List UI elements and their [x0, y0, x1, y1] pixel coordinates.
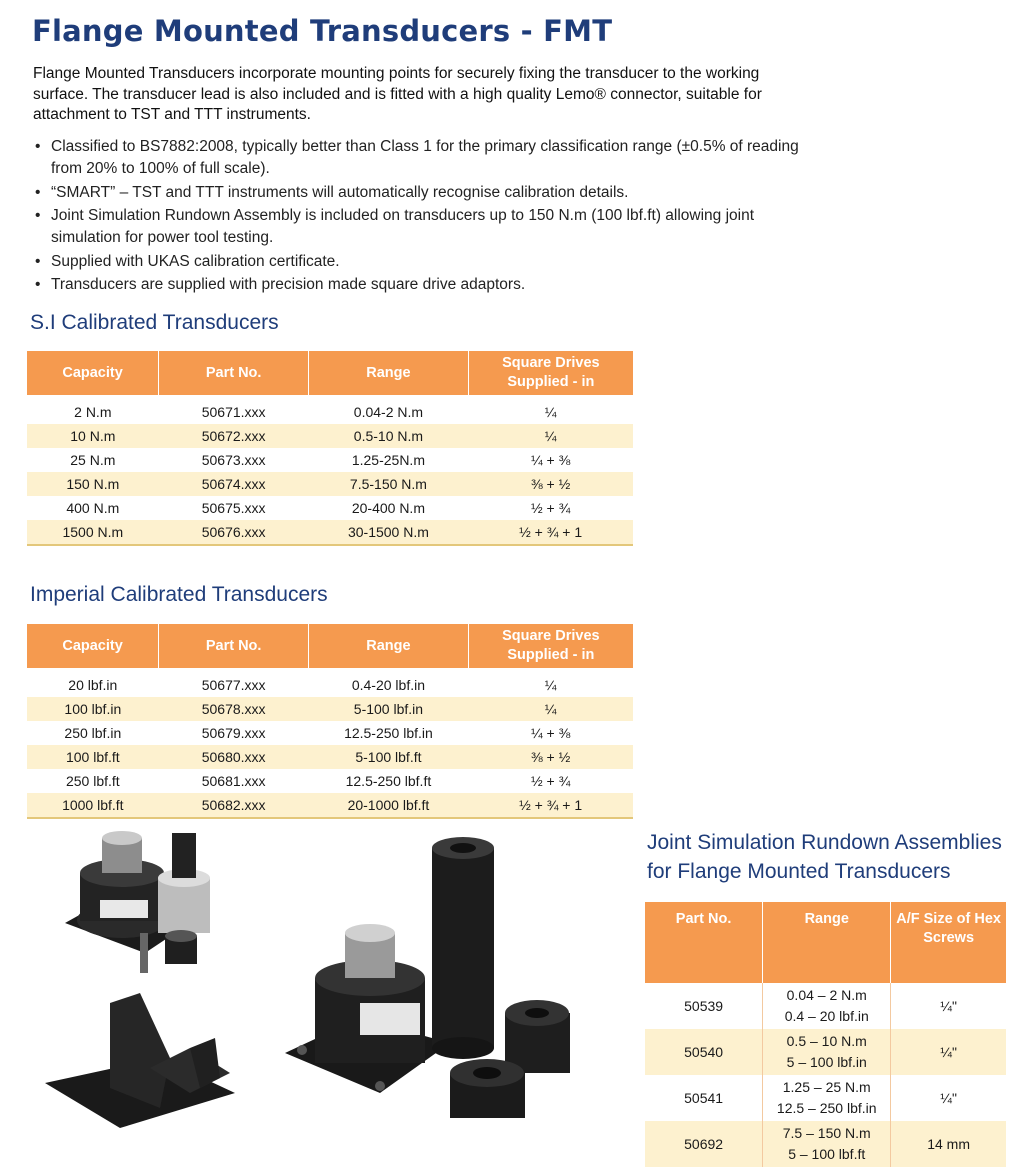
part-number-cell: 50673.xxx: [201, 452, 266, 468]
part-number-cell: 50692: [645, 1121, 763, 1167]
column-header: Part No.: [645, 902, 763, 983]
si-calibrated-table: [27, 351, 633, 546]
part-number-cell: 50677.xxx: [201, 677, 266, 693]
square-drive-cell: ¼ + ⅜: [530, 725, 571, 741]
range-cell: 5-100 lbf.in: [309, 697, 469, 721]
joint-simulation-heading: [647, 828, 1002, 886]
column-header: Square Drives Supplied - in: [468, 624, 633, 668]
joint-simulation-table: [645, 902, 1006, 1167]
large-transducer-image: [285, 924, 450, 1093]
capacity-cell: 250 lbf.ft: [65, 773, 120, 789]
imperial-table-heading: Imperial Calibrated Transducers: [30, 583, 328, 606]
table-row: [27, 472, 633, 496]
part-number-cell: 50675.xxx: [201, 500, 266, 516]
table-row: [27, 745, 633, 769]
part-number-cell: 50539: [645, 983, 763, 1029]
part-number-cell: 50540: [645, 1029, 763, 1075]
square-drive-cell: ½ + ¾: [530, 773, 571, 789]
hex-size-cell: ¼": [940, 1089, 957, 1106]
feature-item: • Classified to BS7882:2008, typically better than Class 1 for the primary classification range (±0.5% of reading from 20% to 100% of full scale).: [33, 136, 823, 180]
product-photos: [40, 828, 640, 1158]
column-header: Square Drives Supplied - in: [468, 351, 633, 395]
table-row: [27, 769, 633, 793]
range-metric: 0.04 – 2 N.m: [786, 987, 867, 1003]
square-drive-cell: ¼: [544, 677, 557, 693]
part-number-cell: 50676.xxx: [159, 520, 309, 545]
capacity-cell: 2 N.m: [74, 404, 112, 420]
capacity-cell: 1500 N.m: [27, 520, 159, 545]
square-drive-cell: ¼: [468, 697, 633, 721]
feature-item: • “SMART” – TST and TTT instruments will automatically recognise calibration details.: [33, 182, 823, 204]
page-title: Flange Mounted Transducers - FMT: [32, 14, 613, 48]
range-imperial: 12.5 – 250 lbf.in: [776, 1100, 877, 1116]
table-row: [27, 448, 633, 472]
column-header: Range: [309, 351, 469, 395]
range-cell: [763, 1029, 891, 1075]
range-cell: 1.25-25N.m: [351, 452, 425, 468]
table-row: [27, 520, 633, 545]
capacity-cell: 1000 lbf.ft: [27, 793, 159, 818]
column-header: Range: [763, 902, 891, 983]
si-table-body: [27, 395, 633, 545]
range-imperial: 5 – 100 lbf.ft: [788, 1146, 866, 1162]
capacity-cell: 20 lbf.in: [68, 677, 118, 693]
part-number-cell: 50678.xxx: [159, 697, 309, 721]
small-transducer-image: [65, 831, 210, 973]
table-row: [645, 1075, 1006, 1121]
part-number-cell: 50679.xxx: [201, 725, 266, 741]
range-cell: 0.5-10 N.m: [309, 424, 469, 448]
part-number-cell: 50681.xxx: [201, 773, 266, 789]
range-metric: 7.5 – 150 N.m: [782, 1125, 871, 1141]
table-row: [27, 721, 633, 745]
square-drive-cell: ⅜ + ½: [468, 472, 633, 496]
table-row: [27, 424, 633, 448]
column-header: Part No.: [159, 624, 309, 668]
square-drive-cell: ¼: [468, 424, 633, 448]
transducer-product-illustration: [40, 828, 640, 1158]
feature-item: • Supplied with UKAS calibration certificate.: [33, 251, 823, 273]
square-drive-cell: ¼: [544, 404, 557, 420]
joint-heading-line: for Flange Mounted Transducers: [647, 860, 951, 883]
square-drive-cell: ½ + ¾: [530, 500, 571, 516]
range-cell: 20-400 N.m: [351, 500, 425, 516]
capacity-cell: 25 N.m: [70, 452, 116, 468]
range-metric: 1.25 – 25 N.m: [782, 1079, 871, 1095]
square-drive-cell: ½ + ¾ + 1: [468, 520, 633, 545]
imperial-table-body: [27, 668, 633, 818]
square-drive-cell: ½ + ¾ + 1: [468, 793, 633, 818]
range-cell: 5-100 lbf.ft: [309, 745, 469, 769]
column-header: Capacity: [27, 624, 159, 668]
table-row: [645, 1029, 1006, 1075]
feature-item: • Joint Simulation Rundown Assembly is included on transducers up to 150 N.m (100 lbf.ft) allowing joint simulation for power tool testing.: [33, 205, 823, 249]
column-header: A/F Size of Hex Screws: [891, 902, 1006, 983]
range-cell: [763, 1121, 891, 1167]
range-imperial: 0.4 – 20 lbf.in: [784, 1008, 869, 1024]
range-imperial: 5 – 100 lbf.in: [786, 1054, 867, 1070]
table-row: [27, 793, 633, 818]
table-row: [27, 673, 633, 697]
bracket-image: [45, 993, 235, 1128]
si-table-heading: S.I Calibrated Transducers: [30, 311, 279, 334]
feature-item: • Transducers are supplied with precision made square drive adaptors.: [33, 274, 823, 296]
range-cell: [763, 1075, 891, 1121]
part-number-cell: 50674.xxx: [159, 472, 309, 496]
square-drive-cell: ¼ + ⅜: [530, 452, 571, 468]
table-row: [645, 983, 1006, 1029]
capacity-cell: 100 lbf.in: [27, 697, 159, 721]
range-cell: [763, 983, 891, 1029]
capacity-cell: 400 N.m: [66, 500, 120, 516]
part-number-cell: 50541: [645, 1075, 763, 1121]
table-row: [645, 1121, 1006, 1167]
hex-size-cell: 14 mm: [891, 1121, 1006, 1167]
capacity-cell: 100 lbf.ft: [27, 745, 159, 769]
capacity-cell: 150 N.m: [27, 472, 159, 496]
table-row: [27, 496, 633, 520]
intro-paragraph: Flange Mounted Transducers incorporate mounting points for securely fixing the transducer to the working surface. The transducer lead is also included and is fitted with a high quality Lemo® connector, suitable for attachment to TST and TTT instruments.: [33, 65, 762, 123]
table-row: [27, 697, 633, 721]
range-cell: 12.5-250 lbf.in: [344, 725, 433, 741]
range-cell: 0.04-2 N.m: [353, 404, 424, 420]
capacity-cell: 250 lbf.in: [64, 725, 122, 741]
capacity-cell: 10 N.m: [27, 424, 159, 448]
imperial-calibrated-table: [27, 624, 633, 819]
part-number-cell: 50672.xxx: [159, 424, 309, 448]
part-number-cell: 50671.xxx: [201, 404, 266, 420]
range-metric: 0.5 – 10 N.m: [786, 1033, 867, 1049]
range-cell: 30-1500 N.m: [309, 520, 469, 545]
rundown-assembly-image: [432, 837, 570, 1118]
range-cell: 20-1000 lbf.ft: [309, 793, 469, 818]
range-cell: 7.5-150 N.m: [309, 472, 469, 496]
range-cell: 0.4-20 lbf.in: [351, 677, 426, 693]
column-header: Range: [309, 624, 469, 668]
column-header: Capacity: [27, 351, 159, 395]
table-row: [27, 400, 633, 424]
hex-size-cell: ¼": [891, 1029, 1006, 1075]
hex-size-cell: ¼": [940, 997, 957, 1014]
joint-heading-line: Joint Simulation Rundown Assemblies: [647, 831, 1002, 854]
feature-list: [33, 136, 823, 298]
part-number-cell: 50680.xxx: [159, 745, 309, 769]
range-cell: 12.5-250 lbf.ft: [345, 773, 432, 789]
column-header: Part No.: [159, 351, 309, 395]
square-drive-cell: ⅜ + ½: [468, 745, 633, 769]
part-number-cell: 50682.xxx: [159, 793, 309, 818]
